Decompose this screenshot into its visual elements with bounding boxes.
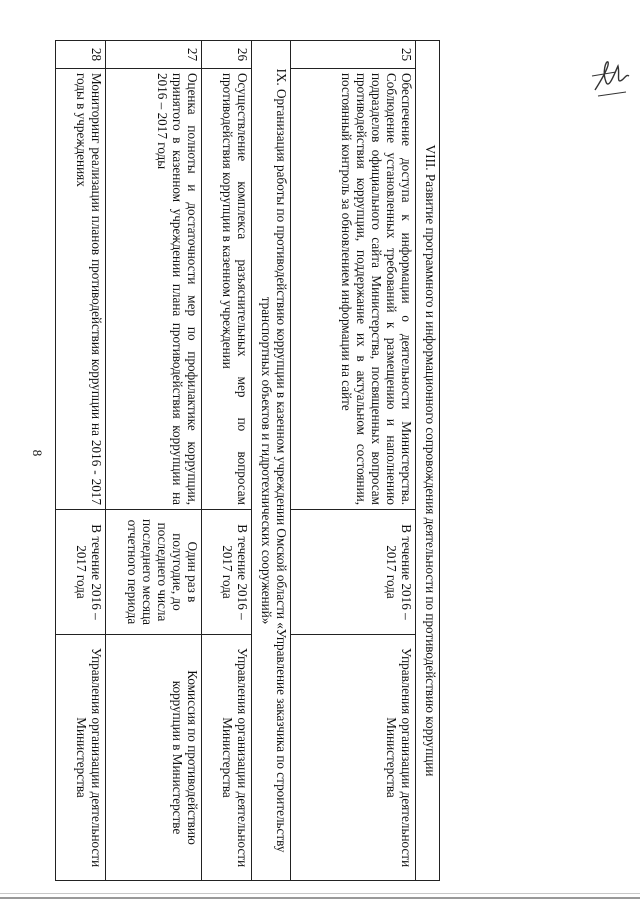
table-row	[291, 41, 416, 881]
row-executor: Управления организации деятельности Министерства	[202, 635, 252, 881]
rotated-table-inner	[56, 40, 440, 880]
bottom-edge-line	[0, 893, 640, 894]
action-plan-table	[55, 40, 440, 881]
table-row	[56, 41, 106, 881]
row-executor: Управления организации деятельности Министерства	[56, 635, 106, 881]
section-title: IX. Организация работы по противодействию коррупции в казенном учреждении Омской области «Управление заказчика по строительству транспортных объектов и гидротехнических сооружений»	[252, 41, 291, 881]
section-header-row	[416, 41, 440, 881]
section-header-row	[252, 41, 291, 881]
section-title: VIII. Развитие программного и информационного сопровождения деятельности по противодействию коррупции	[416, 41, 440, 881]
table-row	[106, 41, 202, 881]
row-term: Один раз в полугодие, до последнего числа последнего месяца отчетного периода	[106, 510, 202, 635]
row-term: В течение 2016 – 2017 года	[291, 510, 416, 635]
row-number: 28	[56, 41, 106, 69]
table-row	[202, 41, 252, 881]
row-number: 27	[106, 41, 202, 69]
handwritten-signature	[586, 52, 636, 102]
row-measure: Осуществление комплекса разъяснительных мер по вопросам противодействия коррупции в казенном учреждении	[202, 69, 252, 510]
row-executor: Комиссия по противодействию коррупции в Министерстве	[106, 635, 202, 881]
row-number: 25	[291, 41, 416, 69]
row-measure: Оценка полноты и достаточности мер по профилактике коррупции, принятого в казенном учреждении плана противодействия коррупции на 2016 – 2017 годы	[106, 69, 202, 510]
rotated-table-frame	[56, 40, 440, 880]
bottom-edge-shadow	[0, 897, 640, 899]
row-measure: Мониторинг реализации планов противодействия коррупции на 2016 - 2017 годы в учреждениях	[56, 69, 106, 510]
row-term: В течение 2016 – 2017 года	[202, 510, 252, 635]
page-number: 8	[30, 449, 45, 457]
row-number: 26	[202, 41, 252, 69]
row-measure: Обеспечение доступа к информации о деятельности Министерства. Соблюдение установленных требований к размещению и наполнению подразделов официального сайта Министерства, посвященных вопросам противодействия коррупции, поддержание их в актуальном состоянии, постоянный контроль за обновлением информации на сайте	[291, 69, 416, 510]
row-term: В течение 2016 – 2017 года	[56, 510, 106, 635]
row-executor: Управления организации деятельности Министерства	[291, 635, 416, 881]
